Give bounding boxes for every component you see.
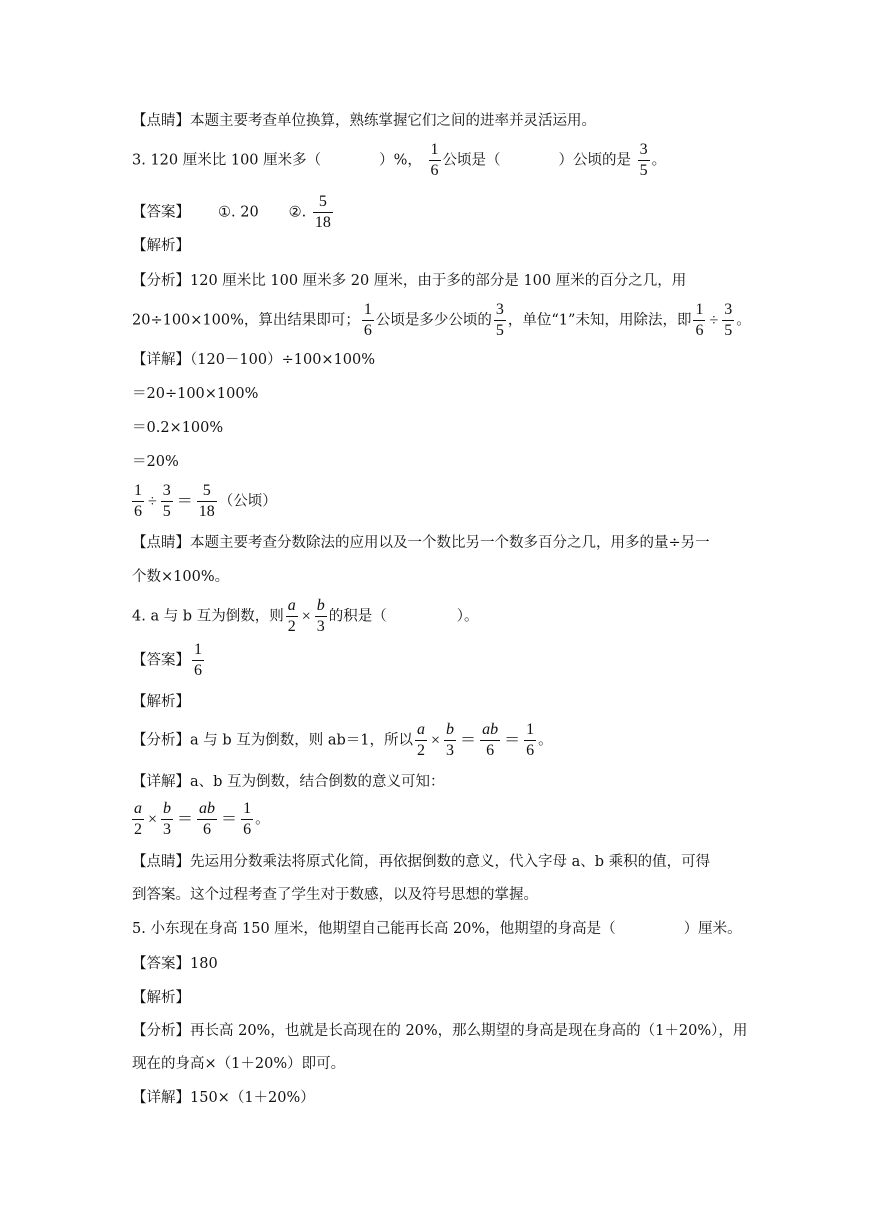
q3-fenxi-2: 20÷100×100%，算出结果即可； $\frac{1}{6}$ 公顷是多少公顷的 $\frac{3}{5}$ ，单位“1”未知，用除法，即 $\frac{1}{6}$ ÷ $\frac{3}{5}$ 。	[132, 301, 751, 339]
fraction: $\frac{3}{5}$	[639, 141, 648, 179]
dianjing-line-1	[132, 111, 596, 131]
q3-jiexi: 【解析】	[132, 238, 190, 254]
q4-dianjing-2: 到答案。这个过程考查了学生对于数感，以及符号思想的掌握。	[132, 887, 538, 903]
q4-answer: 【答案】 $\frac{1}{6}$	[132, 641, 202, 679]
question-3: 3. 120 厘米比 100 厘米多（ ）%， $\frac{1}{6}$ 公顷是（ ）公顷的是 $\frac{3}{5}$ 。	[132, 141, 667, 179]
fraction: $\frac{a}{2}$	[287, 597, 296, 635]
q5-fenxi-1: 【分析】再长高 20%，也就是长高现在的 20%，那么期望的身高是现在身高的（1＋20%），用	[132, 1023, 748, 1039]
q3-equation: $\frac{1}{6}$ ÷ $\frac{3}{5}$ ＝ $\frac{5}{18}$ （公顷）	[134, 482, 277, 520]
q5-answer: 【答案】180	[132, 956, 218, 972]
fraction: $\frac{1}{6}$	[134, 482, 142, 520]
fraction: $\frac{ab}{6}$	[482, 721, 499, 759]
q3-answer: 【答案】 ①. 20 ②. $\frac{5}{18}$	[132, 193, 331, 231]
q5-fenxi-2: 现在的身高×（1＋20%）即可。	[132, 1056, 346, 1072]
question-4: 4. a 与 b 互为倒数，则 $\frac{a}{2}$ × $\frac{b}{3}$ 的积是（ ）。	[132, 597, 479, 635]
fraction: $\frac{5}{18}$	[314, 193, 331, 231]
fraction: $\frac{b}{3}$	[163, 800, 172, 838]
dianjing-text: 本题主要考查单位换算，熟练掌握它们之间的进率并灵活运用。	[190, 113, 596, 129]
fraction: $\frac{3}{5}$	[495, 301, 504, 339]
fraction: $\frac{5}{18}$	[198, 482, 215, 520]
q3-dianjing-2: 个数×100%。	[132, 569, 230, 585]
fraction: $\frac{3}{5}$	[724, 301, 733, 339]
q4-equation: $\frac{a}{2}$ × $\frac{b}{3}$ ＝ $\frac{ab}{6}$ ＝ $\frac{1}{6}$ 。	[134, 800, 270, 838]
fraction: $\frac{b}{3}$	[316, 597, 325, 635]
fraction: $\frac{a}{2}$	[417, 721, 426, 759]
q3-xiangjie-2: ＝20÷100×100%	[132, 386, 259, 402]
q4-fenxi: 【分析】a 与 b 互为倒数，则 ab＝1，所以 $\frac{a}{2}$ × $\frac{b}{3}$ ＝ $\frac{ab}{6}$ ＝ $\frac{1}{6}$ 。	[132, 721, 553, 759]
q3-fenxi-1: 【分析】120 厘米比 100 厘米多 20 厘米，由于多的部分是 100 厘米的百分之几，用	[132, 273, 687, 289]
q4-jiexi: 【解析】	[132, 694, 190, 710]
q5-xiangjie: 【详解】150×（1＋20%）	[132, 1090, 315, 1106]
fraction: $\frac{1}{6}$	[430, 141, 439, 179]
fraction: $\frac{1}{6}$	[695, 301, 704, 339]
fraction: $\frac{1}{6}$	[526, 721, 535, 759]
q3-xiangjie-3: ＝0.2×100%	[132, 420, 224, 436]
fraction: $\frac{a}{2}$	[134, 800, 142, 838]
q3-dianjing-1: 【点睛】本题主要考查分数除法的应用以及一个数比另一个数多百分之几，用多的量÷另一	[132, 535, 710, 551]
fraction: $\frac{3}{5}$	[162, 482, 171, 520]
question-5: 5. 小东现在身高 150 厘米，他期望自己能再长高 20%，他期望的身高是（ ）厘米。	[132, 921, 742, 937]
fraction: $\frac{b}{3}$	[446, 721, 455, 759]
fraction: $\frac{1}{6}$	[363, 301, 372, 339]
q5-jiexi: 【解析】	[132, 990, 190, 1006]
q4-dianjing-1: 【点睛】先运用分数乘法将原式化简，再依据倒数的意义，代入字母 a、b 乘积的值，可得	[132, 854, 711, 870]
q3-xiangjie-1: 【详解】（120－100）÷100×100%	[132, 352, 376, 368]
q3-xiangjie-4: ＝20%	[132, 454, 179, 470]
fraction: $\frac{1}{6}$	[243, 800, 252, 838]
dianjing-tag: 【点睛】	[132, 113, 190, 129]
fraction: $\frac{1}{6}$	[194, 641, 202, 679]
q4-xiangjie: 【详解】a、b 互为倒数，结合倒数的意义可知：	[132, 774, 445, 790]
fraction: $\frac{ab}{6}$	[199, 800, 216, 838]
